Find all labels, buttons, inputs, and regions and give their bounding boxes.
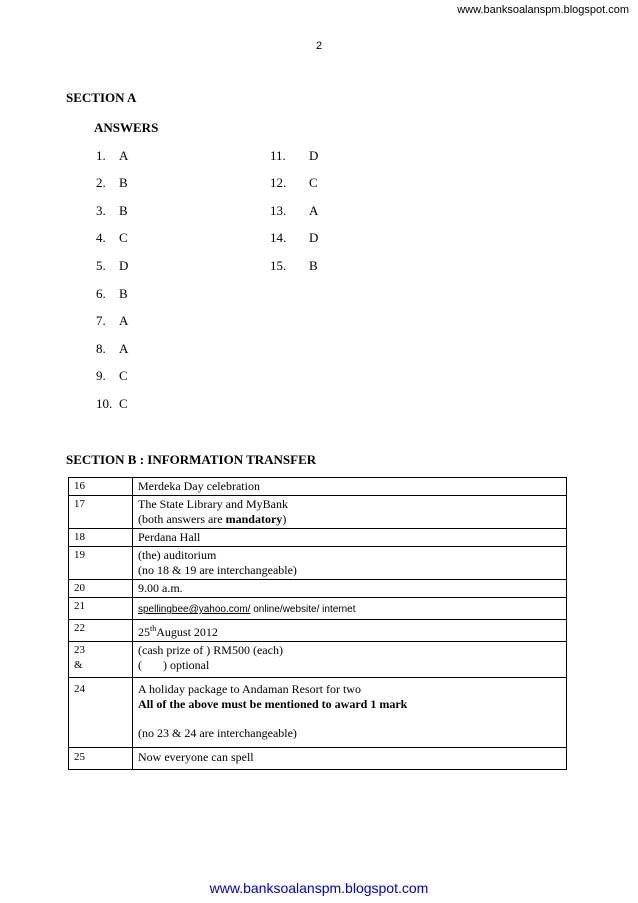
answer-item: 11. D bbox=[270, 148, 319, 163]
question-number: 25 bbox=[69, 748, 133, 770]
answer-item: 13. A bbox=[270, 203, 319, 218]
question-number: 19 bbox=[69, 547, 133, 580]
answer-cell: Now everyone can spell bbox=[133, 748, 567, 770]
answer-item: 12. C bbox=[270, 175, 318, 190]
page-number: 2 bbox=[315, 40, 323, 52]
table-row bbox=[69, 598, 567, 620]
question-number: 17 bbox=[69, 496, 133, 529]
answer-cell: Merdeka Day celebration bbox=[133, 478, 567, 496]
table-row bbox=[69, 547, 567, 580]
award-mark-note: All of the above must be mentioned to award 1 mark bbox=[138, 697, 408, 711]
answer-cell: A holiday package to Andaman Resort for two All of the above must be mentioned to award 1 mark (no 23 & 24 are interchangeable) bbox=[133, 678, 567, 748]
question-number: 24 bbox=[69, 678, 133, 748]
question-number: 21 bbox=[69, 598, 133, 620]
header-site-url: www.banksoalanspm.blogspot.com bbox=[457, 4, 629, 16]
answer-cell: (cash prize of ) RM500 (each) ( ) optional bbox=[133, 642, 567, 678]
answer-item: 4. C bbox=[96, 230, 128, 245]
table-row bbox=[69, 678, 567, 748]
section-b-title: SECTION B : INFORMATION TRANSFER bbox=[66, 452, 317, 467]
information-transfer-table bbox=[68, 477, 567, 770]
table-row bbox=[69, 478, 567, 496]
answer-item: 3. B bbox=[96, 203, 128, 218]
table-row bbox=[69, 748, 567, 770]
answer-cell: spellingbee@yahoo.com/ online/website/ internet bbox=[133, 598, 567, 620]
answer-item: 8. A bbox=[96, 341, 129, 356]
footer-site-link[interactable]: www.banksoalanspm.blogspot.com bbox=[209, 880, 429, 896]
mandatory-emphasis: mandatory bbox=[225, 512, 283, 526]
answer-cell: (the) auditorium (no 18 & 19 are interchangeable) bbox=[133, 547, 567, 580]
answer-cell: 9.00 a.m. bbox=[133, 580, 567, 598]
question-number: 16 bbox=[69, 478, 133, 496]
section-a-title: SECTION A bbox=[66, 90, 137, 105]
answer-item: 14. D bbox=[270, 230, 319, 245]
answer-item: 15. B bbox=[270, 258, 318, 273]
answer-item: 10. C bbox=[96, 396, 128, 411]
answer-cell: The State Library and MyBank (both answers are mandatory) bbox=[133, 496, 567, 529]
answer-item: 5. D bbox=[96, 258, 129, 273]
table-row bbox=[69, 496, 567, 529]
answer-cell: Perdana Hall bbox=[133, 529, 567, 547]
answers-heading: ANSWERS bbox=[94, 120, 159, 135]
question-number: 20 bbox=[69, 580, 133, 598]
answer-item: 6. B bbox=[96, 286, 128, 301]
question-number: 23 & bbox=[69, 642, 133, 678]
answer-item: 2. B bbox=[96, 175, 128, 190]
answer-item: 1. A bbox=[96, 148, 129, 163]
table-row bbox=[69, 642, 567, 678]
question-number: 22 bbox=[69, 620, 133, 642]
table-row bbox=[69, 580, 567, 598]
answer-cell: 25thAugust 2012 bbox=[133, 620, 567, 642]
email-link[interactable]: spellingbee@yahoo.com/ bbox=[138, 604, 251, 615]
answer-item: 9. C bbox=[96, 368, 128, 383]
answer-item: 7. A bbox=[96, 313, 129, 328]
question-number: 18 bbox=[69, 529, 133, 547]
table-row bbox=[69, 529, 567, 547]
table-row bbox=[69, 620, 567, 642]
